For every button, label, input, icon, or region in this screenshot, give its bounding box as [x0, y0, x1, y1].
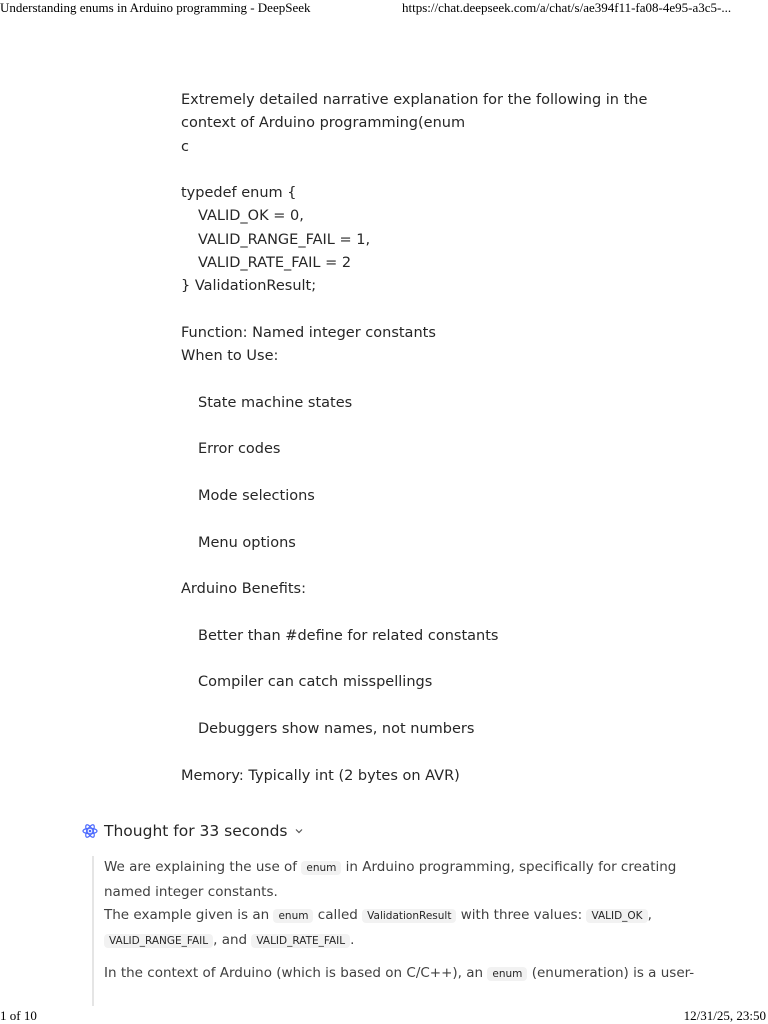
reasoning-paragraph [104, 856, 704, 953]
reasoning-text: In the context of Arduino (which is based on C/C++), an [104, 965, 484, 981]
thought-label: Thought for 33 seconds [104, 822, 288, 840]
user-message-line: Memory: Typically int (2 bytes on AVR) [181, 767, 460, 784]
print-page-url: https://chat.deepseek.com/a/chat/s/ae394f11-fa08-4e95-a3c5-... [402, 0, 732, 15]
inline-code: enum [301, 861, 341, 875]
reasoning-text: , and [213, 931, 248, 948]
user-message-line: Error codes [198, 441, 281, 458]
reasoning-paragraph [104, 962, 704, 987]
user-message-line [181, 741, 651, 764]
user-message-line: VALID_RATE_FAIL = 2 [198, 255, 352, 272]
print-header [0, 0, 768, 20]
user-message-line [181, 415, 651, 438]
inline-code: VALID_OK [586, 909, 647, 923]
user-message-line: VALID_OK = 0, [198, 208, 304, 225]
user-message-line [181, 159, 651, 182]
atom-icon [82, 823, 98, 839]
user-message-line: Function: Named integer constants [181, 324, 436, 341]
print-datetime: 12/31/25, 23:50 [683, 1008, 766, 1023]
inline-code: enum [487, 967, 527, 981]
inline-code: VALID_RANGE_FAIL [104, 934, 213, 948]
inline-code: VALID_RATE_FAIL [251, 934, 350, 948]
user-message-line: Compiler can catch misspellings [198, 674, 433, 691]
user-message-line: Better than #define for related constants [198, 627, 499, 644]
reasoning-text: with three values: [460, 907, 583, 923]
inline-code: enum [273, 909, 313, 923]
inline-code: ValidationResult [362, 909, 456, 923]
user-message-line: c [181, 138, 189, 155]
user-message-line: State machine states [198, 394, 353, 411]
user-message-line [181, 369, 651, 392]
user-message-line: } ValidationResult; [181, 278, 317, 295]
reasoning-text: (enumeration) is a user- [531, 965, 695, 981]
print-page-title: Understanding enums in Arduino programming - DeepSeek [0, 0, 311, 15]
user-message-line: Arduino Benefits: [181, 581, 306, 598]
reasoning-text: The example given is an [104, 907, 270, 923]
user-message-line [181, 648, 651, 671]
user-message-line [181, 299, 651, 322]
page-number: 1 of 10 [0, 1008, 37, 1023]
user-message-line: context of Arduino programming(enum [181, 115, 466, 132]
reasoning-content [92, 856, 704, 1006]
user-message [181, 89, 651, 788]
print-footer [0, 1008, 768, 1024]
user-message-line [181, 555, 651, 578]
user-message-line: Menu options [198, 534, 296, 551]
chevron-down-icon [294, 826, 304, 836]
user-message-line [181, 602, 651, 625]
user-message-line [181, 462, 651, 485]
reasoning-text: called [317, 907, 358, 923]
user-message-line: Mode selections [198, 488, 315, 505]
reasoning-text: in Arduino programming, specifically for creating named integer constants. [104, 859, 677, 900]
user-message-line: typedef enum { [181, 185, 297, 202]
reasoning-text: , [647, 907, 652, 923]
reasoning-text: We are explaining the use of [104, 859, 298, 875]
user-message-line: Extremely detailed narrative explanation for the following in the [181, 92, 648, 108]
reasoning-text: . [350, 931, 355, 948]
user-message-line: When to Use: [181, 348, 279, 365]
user-message-line: Debuggers show names, not numbers [198, 721, 475, 738]
thought-toggle[interactable] [82, 819, 304, 843]
user-message-line [181, 695, 651, 718]
user-message-line: VALID_RANGE_FAIL = 1, [198, 231, 371, 248]
user-message-line [181, 508, 651, 531]
